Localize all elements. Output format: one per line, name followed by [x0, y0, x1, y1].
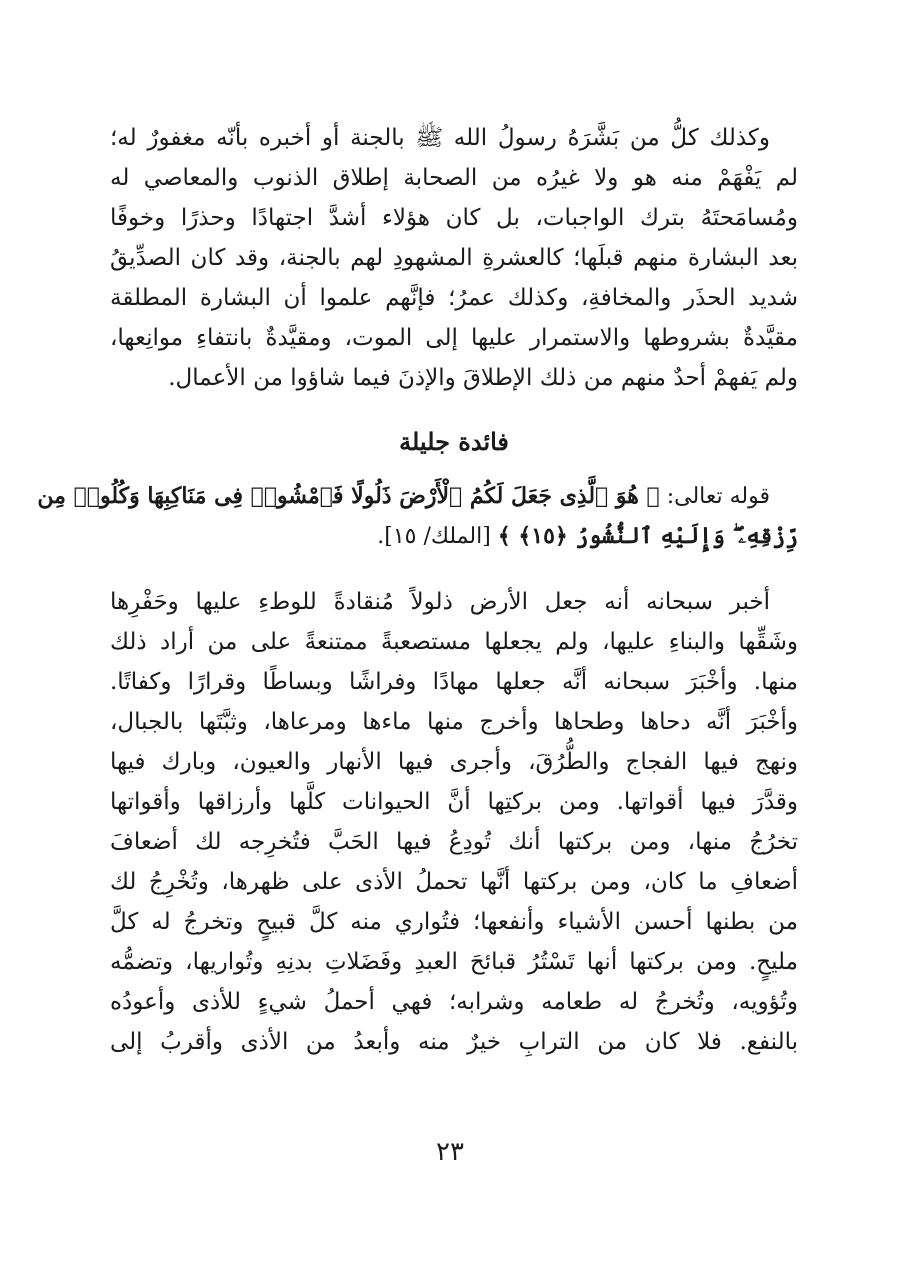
- paragraph-line: أضعافِ ما كان، ومن بركتها أنَّها تحملُ الأذى على ظهرها، وتُخْرِجُ لك: [110, 869, 798, 895]
- paragraph-line: منها. وأخْبَرَ سبحانه أنَّه جعلها مهادًا وفراشًا وبساطًا وقرارًا وكفاتًا.: [110, 669, 798, 695]
- paragraph-line: ونهج فيها الفجاج والطُّرُقَ، وأجرى فيها الأنهار والعيون، وبارك فيها: [110, 749, 798, 775]
- verse-reference: [الملك/ ١٥].: [377, 524, 491, 549]
- verse-line: [37, 476, 798, 516]
- verse-text: رِّزْقِهِۦ ۖ وَإِلَيْهِ ٱلنُّشُورُ ﴿١٥﴾ ﴾: [497, 523, 798, 549]
- paragraph-line: أخبر سبحانه أنه جعل الأرض ذلولاً مُنقادةً للوطءِ عليها وحَفْرِها: [110, 589, 770, 615]
- paragraph-line: مليحٍ. ومن بركتها أنها تَسْتُرُ قبائحَ العبدِ وفَضَلاتِ بدنِهِ وتُواريها، وتضمُّه: [110, 949, 798, 975]
- verse-line: [110, 516, 798, 556]
- paragraph-1: [110, 118, 798, 398]
- verse-intro: قوله تعالى:: [666, 484, 770, 509]
- paragraph-line: شديد الحذَر والمخافةِ، وكذلك عمرُ؛ فإنَّهم علموا أن البشارة المطلقة: [110, 285, 798, 311]
- paragraph-2: [110, 582, 798, 1062]
- paragraph-line: ومُسامَحتَهُ بترك الواجبات، بل كان هؤلاء أشدَّ اجتهادًا وحذرًا وخوفًا: [110, 205, 798, 231]
- paragraph-line: ولم يَفهمْ أحدٌ منهم من ذلك الإطلاقَ والإذنَ فيما شاؤوا من الأعمال.: [168, 365, 798, 391]
- paragraph-line: وتُؤويه، وتُخرجُ له طعامه وشرابه؛ فهي أحملُ شيءٍ للأذى وأعودُه: [110, 989, 798, 1015]
- paragraph-line: بعد البشارة منهم قبلَها؛ كالعشرةِ المشهودِ لهم بالجنة، وقد كان الصدِّيقُ: [110, 245, 798, 271]
- section-heading: فائدة جليلة: [399, 427, 509, 456]
- paragraph-line: مقيَّدةٌ بشروطها والاستمرار عليها إلى الموت، ومقيَّدةٌ بانتفاءِ موانِعها،: [110, 325, 798, 351]
- paragraph-line: وشَقِّها والبناءِ عليها، ولم يجعلها مستصعبةً ممتنعةً على من أراد ذلك: [110, 629, 798, 655]
- page-body: [37, 118, 798, 1062]
- page-number: ٢٣: [436, 1137, 464, 1167]
- paragraph-line: لم يَفْهَمْ منه هو ولا غيرُه من الصحابة إطلاق الذنوب والمعاصي له: [110, 165, 798, 191]
- paragraph-line: من بطنها أحسن الأشياء وأنفعها؛ فتُواري منه كلَّ قبيحٍ وتخرجُ له كلَّ: [110, 909, 798, 935]
- paragraph-line: تخرُجُ منها، ومن بركتها أنك تُودِعُ فيها الحَبَّ فتُخرِجه لك أضعافَ: [110, 829, 798, 855]
- paragraph-line: وقدَّرَ فيها أقواتها. ومن بركتِها أنَّ الحيوانات كلَّها وأرزاقها وأقواتها: [110, 789, 798, 815]
- paragraph-line: بالنفع. فلا كان من الترابِ خيرٌ منه وأبعدُ من الأذى وأقربُ إلى: [110, 1029, 798, 1055]
- verse-block: [37, 476, 798, 556]
- verse-text: ﴿ هُوَ ٱلَّذِى جَعَلَ لَكُمُ ٱلْأَرْضَ ذَلُولًا فَٱمْشُوا۟ فِى مَنَاكِبِهَا وَكُلُوا۟ مِن: [37, 483, 660, 509]
- paragraph-line: وأخْبَرَ أنَّه دحاها وطحاها وأخرج منها ماءها ومرعاها، وثبَّتَها بالجبال،: [110, 709, 798, 735]
- paragraph-line: وكذلك كلُّ من بَشَّرَهُ رسولُ الله ﷺ بالجنة أو أخبره بأنّه مغفورٌ له؛: [110, 125, 770, 151]
